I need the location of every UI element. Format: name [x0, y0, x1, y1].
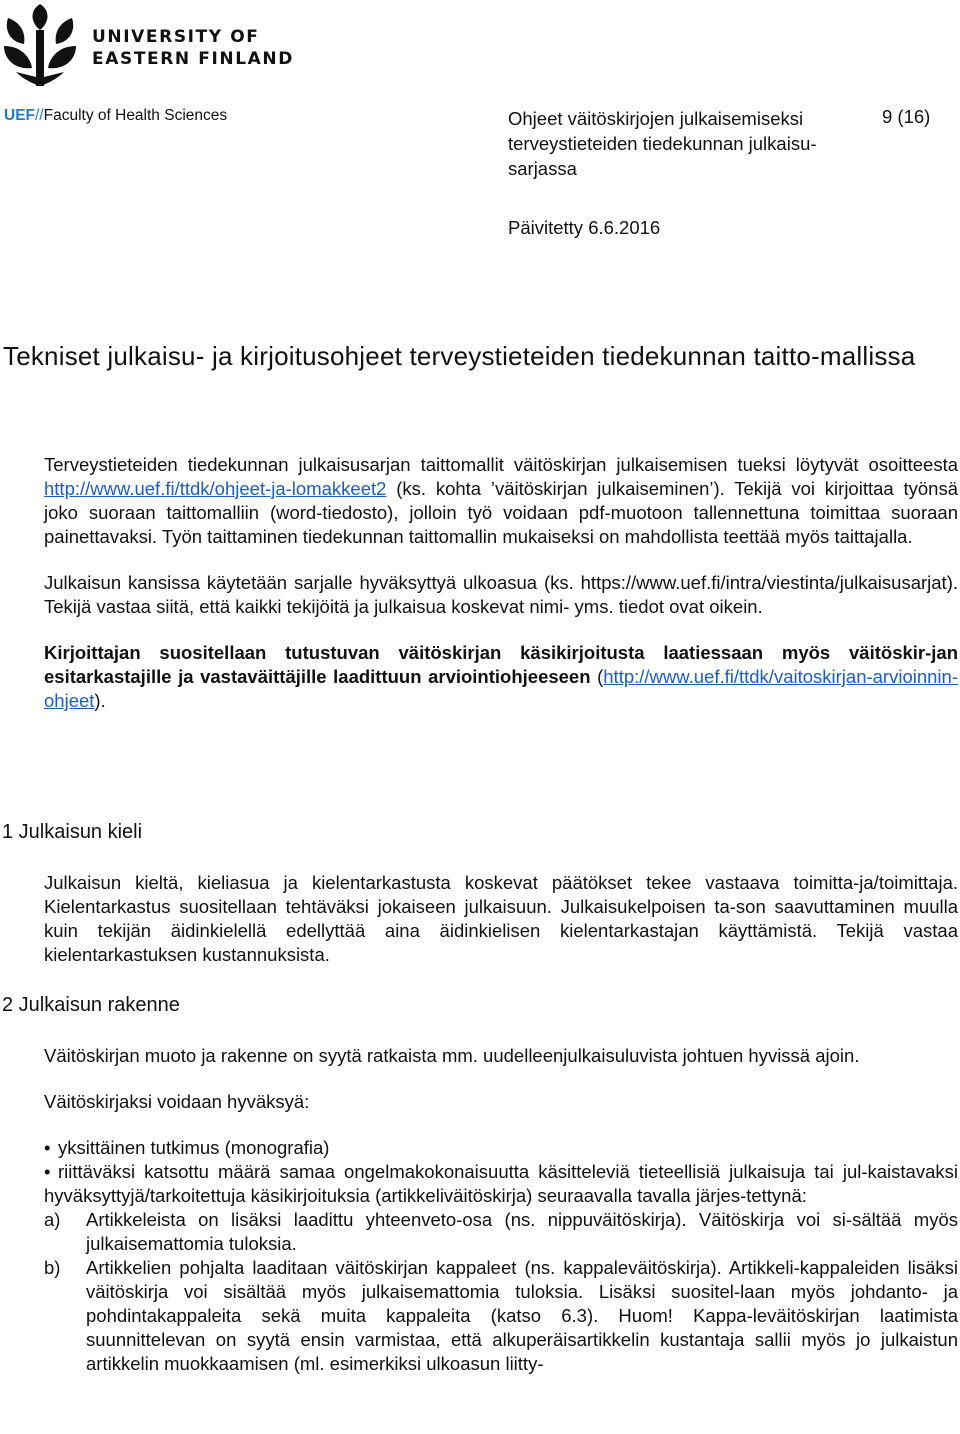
list-item: [44, 1136, 958, 1160]
document-title: Ohjeet väitöskirjojen julkaisemiseksi terveystieteiden tiedekunnan julkaisu-sarjassa: [508, 108, 817, 179]
sublist-item: [44, 1256, 958, 1376]
page-title: Tekniset julkaisu- ja kirjoitusohjeet terveystieteiden tiedekunnan taitto-mallissa: [3, 341, 916, 371]
section-2-body: [44, 1044, 958, 1376]
intro-section: [44, 453, 958, 735]
section-1-heading: 1 Julkaisun kieli: [2, 821, 143, 843]
section-2-paragraph-1: Väitöskirjan muoto ja rakenne on syytä ratkaista mm. uudelleenjulkaisuluvista johtuen hyvissä ajoin.: [44, 1045, 860, 1066]
faculty-label: [4, 107, 227, 125]
accepted-types-list: [44, 1136, 958, 1376]
section-1-paragraph: Julkaisun kieltä, kieliasua ja kielentarkastusta koskevat päätökset tekee vastaava toimitta-ja/toimittaja. Kielentarkastus suositellaan tehtäväksi jokaiseen julkaisuun. Julkaisukelpoisen ta-son saavuttaminen muulla kuin tekijän äidinkielellä edellyttää aina äidinkielisen kielentarkastajan käyttämistä. Tekijä vastaa kielentarkastuksen kustannuksista.: [44, 872, 958, 965]
page-number: 9 (16): [882, 106, 931, 127]
list-item-text: yksittäinen tutkimus (monografia): [58, 1137, 330, 1158]
bullet-icon: •: [44, 1137, 51, 1158]
sublist-text: Artikkelien pohjalta laaditaan väitöskirjan kappaleet (ns. kappaleväitöskirja). Artikkeli-kappaleiden lisäksi väitöskirja voi sisältää myös julkaisemattomia tuloksia. Lisäksi suositel-laan myös johdanto- ja pohdintakappaleita sekä muita kappaleita (katso 6.3). Huom! Kappa-leväitöskirjan laatimista suunnittelevan on syytä ensin varmistaa, että alkuperäisartikkelin kustantaja sallii myös jo julkaistun artikkelin muokkaamisen (ml. esimerkiksi ulkoasun liitty-: [86, 1257, 958, 1374]
intro-paragraph-3: [44, 641, 958, 713]
logo-line-1: UNIVERSITY OF: [92, 27, 260, 47]
intro-paragraph-2: Julkaisun kansissa käytetään sarjalle hyväksyttyä ulkoasua (ks. https://www.uef.fi/intra/viestinta/julkaisusarjat). Tekijä vastaa siitä, että kaikki tekijöitä ja julkaisua koskevat nimi- yms. tiedot ovat oikein.: [44, 572, 958, 617]
sublist-text: Artikkeleista on lisäksi laadittu yhteenveto-osa (ns. nippuväitöskirja). Väitöskirja voi si-sältää myös julkaisemattomia tuloksia.: [86, 1209, 958, 1254]
templates-link[interactable]: http://www.uef.fi/ttdk/ohjeet-ja-lomakkeet2: [44, 478, 387, 499]
university-logo: [0, 0, 320, 92]
intro-p3-close: ).: [94, 690, 106, 711]
sublist-label: a): [44, 1209, 61, 1230]
article-dissertation-sublist: [44, 1208, 958, 1376]
uef-emblem-icon: [0, 0, 88, 92]
university-name: [92, 26, 294, 70]
evaluation-guide-link[interactable]: http://www.uef.fi/ttdk/vaitoskirjan-arvioinnin-ohjeet: [44, 666, 958, 711]
sublist-label: b): [44, 1257, 61, 1278]
list-item: [44, 1160, 958, 1376]
intro-p3-open: (: [590, 666, 604, 687]
list-item-text: riittäväksi katsottu määrä samaa ongelmakokonaisuutta käsitteleviä tieteellisiä julkaisuja tai jul-kaistavaksi hyväksyttyjä/tarkoitettuja käsikirjoituksia (artikkeliväitöskirja) seuraavalla tavalla järjes-tettynä:: [44, 1161, 958, 1206]
intro-p1-text-a: Terveystieteiden tiedekunnan julkaisusarjan taittomallit väitöskirjan julkaisemisen tueksi löytyvät osoitteesta: [44, 454, 958, 475]
updated-date: Päivitetty 6.6.2016: [508, 217, 661, 238]
intro-paragraph-1: [44, 453, 958, 549]
section-1-body: [44, 871, 958, 989]
sublist-item: [44, 1208, 958, 1256]
faculty-uef: UEF: [4, 107, 35, 124]
logo-line-2: EASTERN FINLAND: [92, 49, 294, 69]
faculty-slashes: //: [35, 107, 44, 124]
faculty-name: Faculty of Health Sciences: [43, 107, 228, 124]
section-2-paragraph-2: Väitöskirjaksi voidaan hyväksyä:: [44, 1091, 310, 1112]
section-2-heading: 2 Julkaisun rakenne: [2, 994, 180, 1016]
intro-p3-bold: Kirjoittajan suositellaan tutustuvan väitöskirjan käsikirjoitusta laatiessaan myös väitöskir-jan esitarkastajille ja vastaväittäjille laadittuun arviointiohjeeseen: [44, 642, 958, 687]
bullet-icon: •: [44, 1161, 51, 1182]
intro-p1-text-b: (ks. kohta ’väitöskirjan julkaiseminen’). Tekijä voi kirjoittaa työnsä joko suoraan taittomalliin (word-tiedosto), jolloin työ voidaan pdf-muotoon tallennettuna toimittaa suoraan painettavaksi. Työn taittaminen tiedekunnan taittomallin mukaiseksi on mahdollista teettää myös taittajalla.: [44, 478, 958, 547]
